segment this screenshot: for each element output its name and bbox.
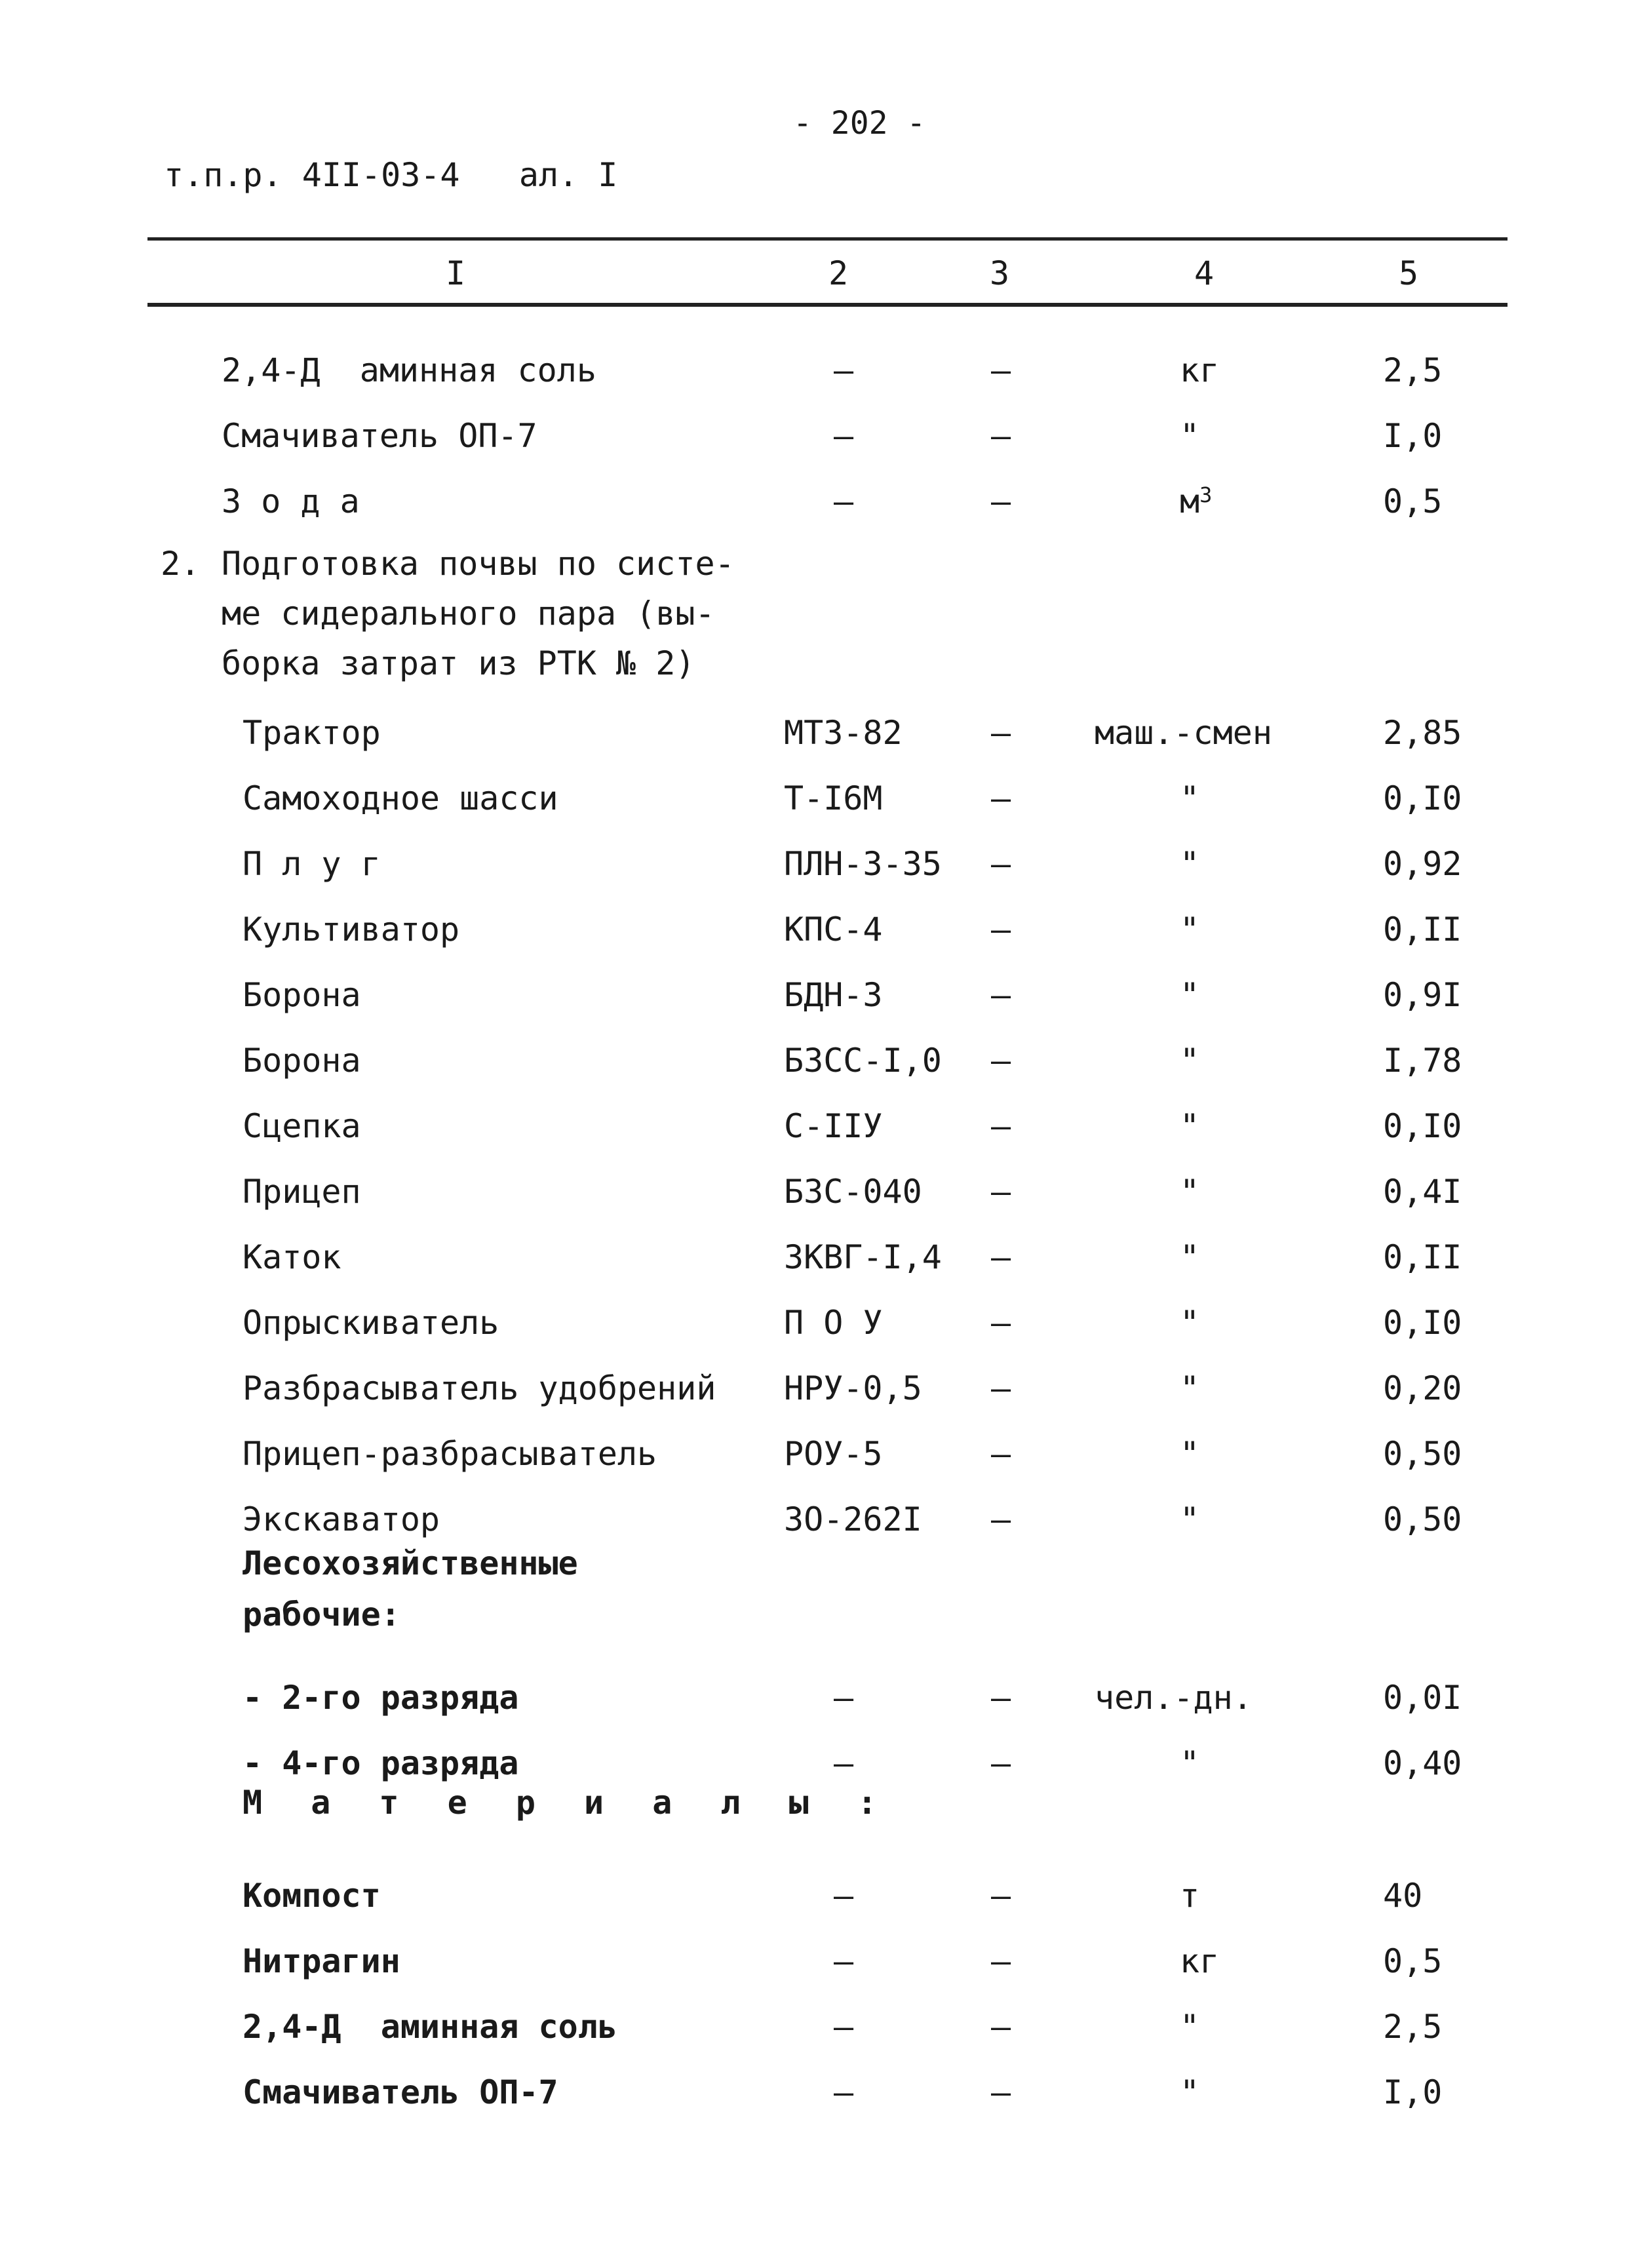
amount: 0,I0	[1383, 779, 1462, 817]
amount: I,78	[1383, 1042, 1462, 1080]
amount: 0,5	[1383, 1942, 1443, 1980]
table-row	[0, 1106, 1634, 1159]
table-row	[0, 2007, 1634, 2060]
unit-base: м	[1180, 482, 1200, 520]
amount: 40	[1383, 1877, 1423, 1915]
amount: 2,5	[1383, 2008, 1443, 2046]
section-2-heading	[161, 544, 735, 682]
item-name: - 4-го разряда	[243, 1744, 519, 1782]
workers-title	[0, 1595, 1634, 1647]
column3-dash: –	[991, 2073, 1011, 2111]
ditto-mark: "	[1180, 2073, 1200, 2111]
table-row	[0, 1172, 1634, 1224]
amount: 0,50	[1383, 1500, 1462, 1538]
unit: кг	[1180, 1942, 1220, 1980]
materials-title	[0, 1783, 1634, 1835]
table-row	[0, 1238, 1634, 1290]
column2-dash: –	[834, 1877, 854, 1915]
amount: 0,I0	[1383, 1304, 1462, 1342]
item-name: Культиватор	[243, 910, 460, 948]
ditto-mark: "	[1180, 845, 1200, 883]
column3-dash: –	[991, 417, 1011, 455]
column2-dash: –	[834, 351, 854, 389]
machine-model: КПС-4	[784, 910, 883, 948]
item-name: Разбрасыватель удобрений	[243, 1369, 716, 1407]
column3-dash: –	[991, 779, 1011, 817]
table-row	[0, 351, 1634, 403]
column3-dash: –	[991, 1877, 1011, 1915]
column3-dash: –	[991, 976, 1011, 1014]
column-header-1: I	[446, 254, 466, 292]
amount: I,0	[1383, 417, 1443, 455]
column3-dash: –	[991, 1435, 1011, 1473]
unit: т	[1180, 1877, 1200, 1915]
column2-dash: –	[834, 482, 854, 520]
amount: 2,5	[1383, 351, 1443, 389]
unit-superscript: 3	[1199, 482, 1213, 507]
item-name: Трактор	[243, 714, 381, 752]
machine-model: БЗС-040	[784, 1173, 922, 1211]
section-title-line: Подготовка почвы по систе-	[222, 545, 735, 583]
table-row	[0, 1041, 1634, 1093]
column-header-3: 3	[990, 254, 1010, 292]
unit: маш.-смен	[1095, 714, 1272, 752]
column3-dash: –	[991, 910, 1011, 948]
amount: 0,92	[1383, 845, 1462, 883]
ditto-mark: "	[1180, 1500, 1200, 1538]
amount: 0,40	[1383, 1744, 1462, 1782]
item-name: Сцепка	[243, 1107, 361, 1145]
section-number: 2.	[161, 545, 201, 583]
column3-dash: –	[991, 1173, 1011, 1211]
column3-dash: –	[991, 1238, 1011, 1276]
column2-dash: –	[834, 1679, 854, 1717]
item-name: Борона	[243, 976, 361, 1014]
column3-dash: –	[991, 1042, 1011, 1080]
item-name: Прицеп	[243, 1173, 361, 1211]
machine-model: НРУ-0,5	[784, 1369, 922, 1407]
column3-dash: –	[991, 1500, 1011, 1538]
ditto-mark: "	[1180, 779, 1200, 817]
machine-model: РОУ-5	[784, 1435, 883, 1473]
ditto-mark: "	[1180, 1042, 1200, 1080]
unit: чел.-дн.	[1095, 1679, 1253, 1717]
column3-dash: –	[991, 1744, 1011, 1782]
amount: 0,5	[1383, 482, 1443, 520]
table-row	[0, 416, 1634, 469]
unit: кг	[1180, 351, 1220, 389]
column2-dash: –	[834, 1744, 854, 1782]
item-name: Опрыскиватель	[243, 1304, 499, 1342]
item-name: Компост	[243, 1877, 381, 1915]
column2-dash: –	[834, 2073, 854, 2111]
machine-model: Т-I6М	[784, 779, 883, 817]
amount: 0,I0	[1383, 1107, 1462, 1145]
amount: 0,II	[1383, 1238, 1462, 1276]
workers-title-line: Лесохозяйственные	[243, 1544, 578, 1582]
machine-model: ПЛН-3-35	[784, 845, 942, 883]
ditto-mark: "	[1180, 1173, 1200, 1211]
amount: 0,II	[1383, 910, 1462, 948]
table-row	[0, 910, 1634, 962]
column3-dash: –	[991, 714, 1011, 752]
item-name: Смачиватель ОП-7	[243, 2073, 558, 2111]
column-header-2: 2	[828, 254, 849, 292]
table-row	[0, 844, 1634, 897]
column3-dash: –	[991, 1107, 1011, 1145]
workers-title	[0, 1544, 1634, 1596]
document-reference: т.п.р. 4II-03-4 ал. I	[164, 156, 618, 194]
table-row	[0, 2073, 1634, 2125]
ditto-mark: "	[1180, 1369, 1200, 1407]
item-name: Нитрагин	[243, 1942, 400, 1980]
ditto-mark: "	[1180, 910, 1200, 948]
table-row	[0, 1876, 1634, 1928]
section-title-line: борка затрат из РТК № 2)	[222, 644, 695, 682]
machine-model: БДН-3	[784, 976, 883, 1014]
ditto-mark: "	[1180, 1304, 1200, 1342]
column-header-5: 5	[1399, 254, 1419, 292]
item-name: 2,4-Д аминная соль	[243, 2008, 617, 2046]
machine-model: С-IIУ	[784, 1107, 883, 1145]
column3-dash: –	[991, 482, 1011, 520]
item-name: Прицеп-разбрасыватель	[243, 1435, 657, 1473]
section-title-line: ме сидерального пара (вы-	[222, 595, 715, 633]
machine-model: МТЗ-82	[784, 714, 903, 752]
item-name: З о д а	[222, 482, 360, 520]
ditto-mark: "	[1180, 417, 1200, 455]
machine-model: ЗО-262I	[784, 1500, 922, 1538]
machine-model: ЗКВГ-I,4	[784, 1238, 942, 1276]
unit	[1180, 482, 1212, 521]
amount: 0,0I	[1383, 1679, 1462, 1717]
column2-dash: –	[834, 1942, 854, 1980]
amount: 0,9I	[1383, 976, 1462, 1014]
column3-dash: –	[991, 1304, 1011, 1342]
ditto-mark: "	[1180, 1238, 1200, 1276]
ditto-mark: "	[1180, 1744, 1200, 1782]
amount: 0,20	[1383, 1369, 1462, 1407]
item-name: Смачиватель ОП-7	[222, 417, 537, 455]
table-rule-header	[147, 303, 1508, 307]
ditto-mark: "	[1180, 976, 1200, 1014]
table-row	[0, 1678, 1634, 1730]
table-row	[0, 1303, 1634, 1356]
table-rule-top	[147, 237, 1508, 241]
machine-model: П О У	[784, 1304, 883, 1342]
ditto-mark: "	[1180, 2008, 1200, 2046]
table-row	[0, 482, 1634, 534]
table-row	[0, 1434, 1634, 1487]
amount: 0,50	[1383, 1435, 1462, 1473]
item-name: Самоходное шасси	[243, 779, 558, 817]
amount: 2,85	[1383, 714, 1462, 752]
workers-title-line: рабочие:	[243, 1595, 400, 1633]
ditto-mark: "	[1180, 1107, 1200, 1145]
column3-dash: –	[991, 1679, 1011, 1717]
column2-dash: –	[834, 2008, 854, 2046]
table-row	[0, 975, 1634, 1028]
machine-model: БЗСС-I,0	[784, 1042, 942, 1080]
column3-dash: –	[991, 2008, 1011, 2046]
table-row	[0, 1942, 1634, 1994]
item-name: - 2-го разряда	[243, 1679, 519, 1717]
column3-dash: –	[991, 351, 1011, 389]
column3-dash: –	[991, 1369, 1011, 1407]
item-name: 2,4-Д аминная соль	[222, 351, 596, 389]
ditto-mark: "	[1180, 1435, 1200, 1473]
column-header-4: 4	[1194, 254, 1215, 292]
column3-dash: –	[991, 1942, 1011, 1980]
table-row	[0, 779, 1634, 831]
item-name: Экскаватор	[243, 1500, 440, 1538]
item-name: П л у г	[243, 845, 381, 883]
amount: 0,4I	[1383, 1173, 1462, 1211]
materials-title-text: М а т е р и а л ы :	[243, 1784, 891, 1822]
table-row	[0, 1369, 1634, 1421]
table-row	[0, 713, 1634, 766]
item-name: Каток	[243, 1238, 341, 1276]
page-number: - 202 -	[793, 105, 926, 142]
column3-dash: –	[991, 845, 1011, 883]
item-name: Борона	[243, 1042, 361, 1080]
amount: I,0	[1383, 2073, 1443, 2111]
column2-dash: –	[834, 417, 854, 455]
